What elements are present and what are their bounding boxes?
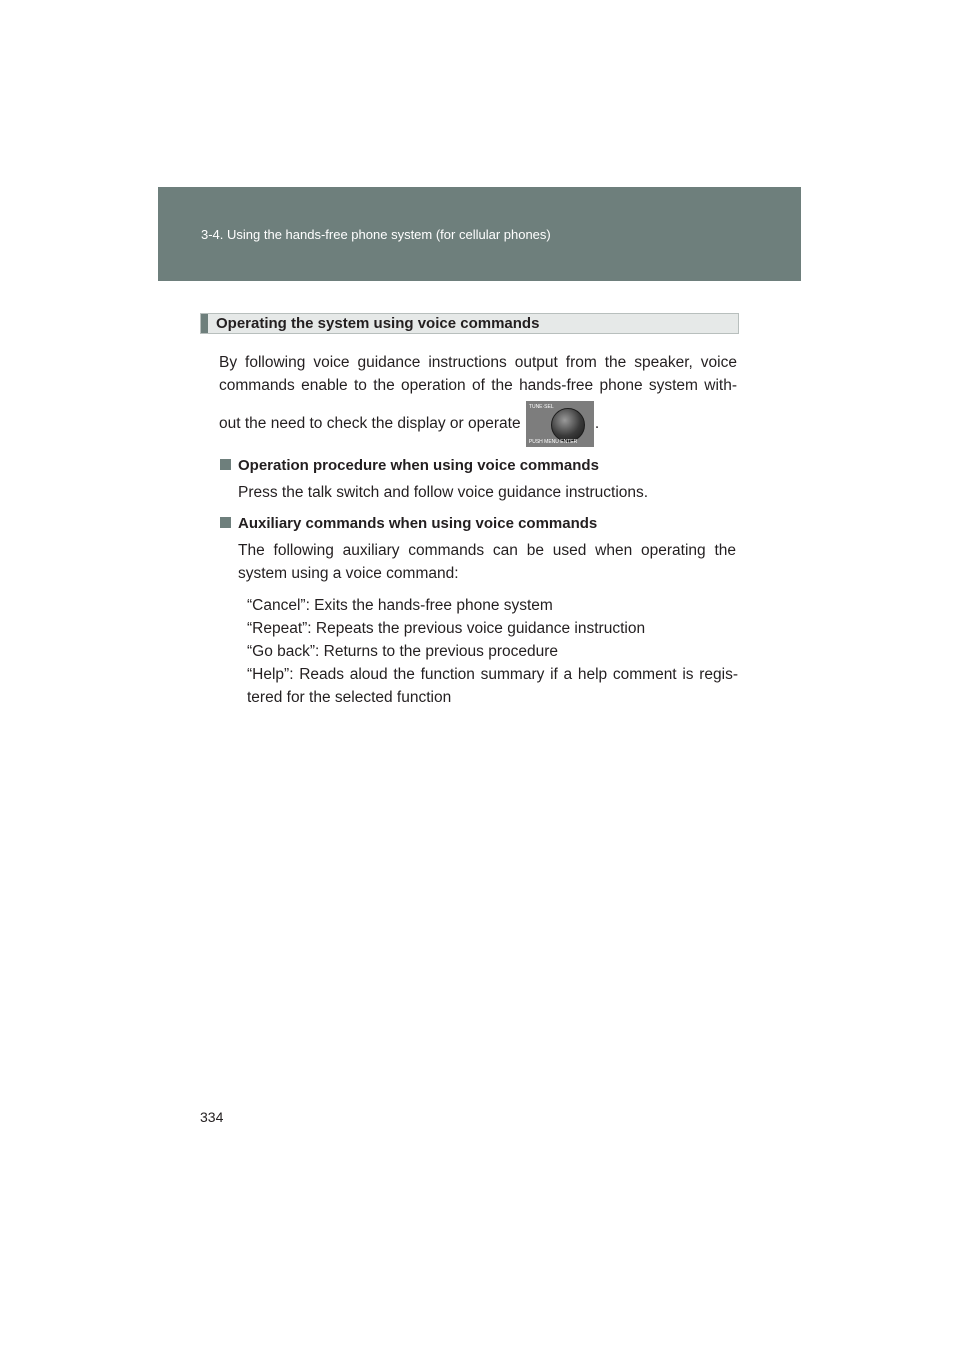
bullet-heading-operation-text: Operation procedure when using voice commands xyxy=(238,457,599,474)
command-cancel: “Cancel”: Exits the hands-free phone system xyxy=(247,597,553,614)
section-heading-box xyxy=(200,313,739,334)
knob-top-label: TUNE·SEL xyxy=(528,404,554,410)
intro-line-3-period: . xyxy=(594,415,600,433)
bullet-heading-auxiliary-text: Auxiliary commands when using voice commands xyxy=(238,515,598,532)
intro-paragraph xyxy=(219,351,737,447)
chapter-title: 3-4. Using the hands-free phone system (for cellular phones) xyxy=(201,227,551,242)
square-bullet-icon xyxy=(220,459,231,470)
command-go-back: “Go back”: Returns to the previous procedure xyxy=(247,643,559,660)
command-repeat: “Repeat”: Repeats the previous voice guidance instruction xyxy=(247,620,646,637)
intro-line-1: By following voice guidance instructions output from the speaker, voice xyxy=(219,354,737,371)
tune-sel-knob-icon xyxy=(526,401,594,447)
intro-line-3 xyxy=(219,401,737,447)
auxiliary-command-list xyxy=(247,594,738,709)
chapter-header-band xyxy=(158,187,801,281)
bullet-heading-operation xyxy=(220,457,599,474)
section-title: Operating the system using voice commands xyxy=(216,315,540,332)
bullet-heading-auxiliary xyxy=(220,515,597,532)
intro-line-3-text: out the need to check the display or operate xyxy=(219,415,521,433)
auxiliary-paragraph: The following auxiliary commands can be used when operating the system using a voice command: xyxy=(238,542,736,582)
intro-line-2: commands enable to the operation of the hands-free phone system with- xyxy=(219,377,737,394)
operation-paragraph: Press the talk switch and follow voice guidance instructions. xyxy=(238,484,649,501)
square-bullet-icon xyxy=(220,517,231,528)
knob-dial-icon xyxy=(551,408,585,442)
page-number: 334 xyxy=(200,1109,224,1125)
command-help: “Help”: Reads aloud the function summary if a help comment is regis-tered for the selected function xyxy=(247,666,738,706)
knob-bottom-label: PUSH MENU ENTER xyxy=(528,439,578,445)
section-accent-bar xyxy=(201,314,208,333)
